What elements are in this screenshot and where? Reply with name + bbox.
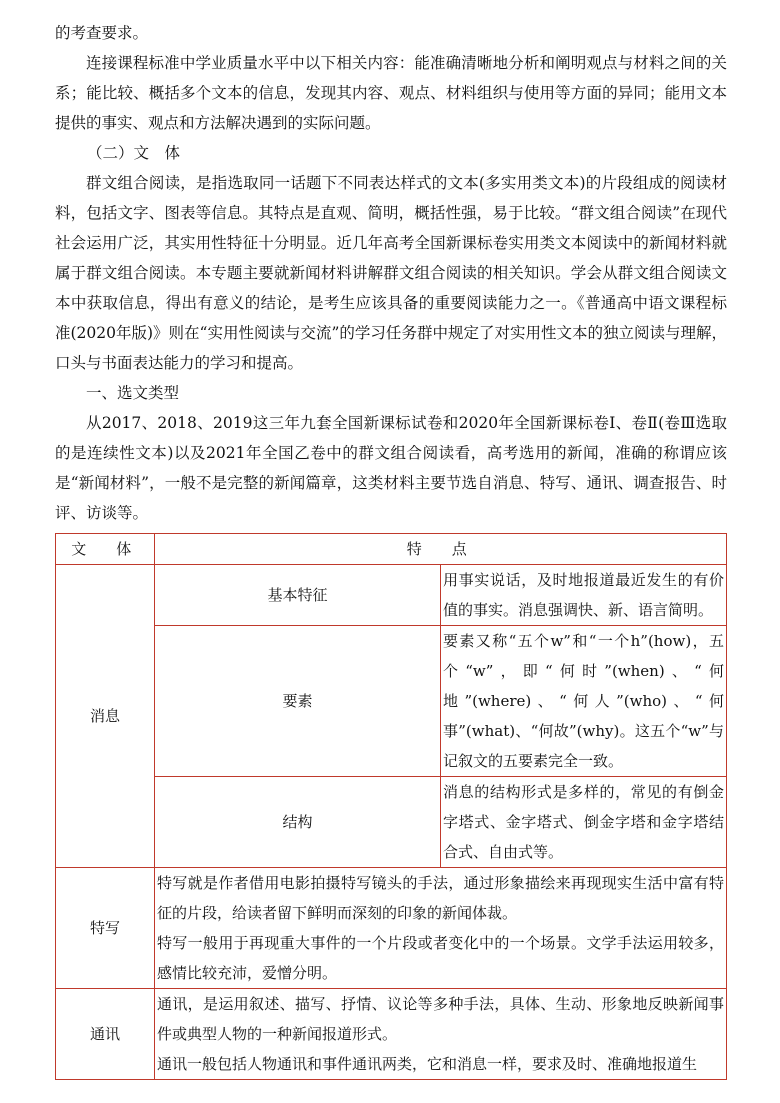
texie-text-1: 特写就是作者借用电影拍摄特写镜头的手法，通过形象描绘来再现现实生活中富有特征的片段，给读者留下鲜明而深刻的印象的新闻体裁。 bbox=[157, 874, 724, 922]
feature-cell-basic-feature: 用事实说话，及时地报道最近发生的有价值的事实。消息强调快、新、语言简明。 bbox=[441, 565, 727, 626]
table-header-features: 特 点 bbox=[155, 534, 727, 565]
table-header-row bbox=[56, 534, 727, 565]
paragraph-selection-types: 从2017、2018、2019这三年九套全国新课标试卷和2020年全国新课标卷Ⅰ、卷Ⅱ(卷Ⅲ选取的是连续性文本)以及2021年全国乙卷中的群文组合阅读看，高考选用的新闻，准确的称谓应该是“新闻材料”，一般不是完整的新闻篇章，这类材料主要节选自消息、特写、通讯、调查报告、时评、访谈等。 bbox=[55, 414, 727, 522]
feature-cell-elements: 要素又称“五个w”和“一个h”(how)，五个“w”，即“何时”(when)、“何地”(where)、“何人”(who)、“何事”(what)、“何故”(why)。这五个“w”与记叙文的五要素完全一致。 bbox=[441, 626, 727, 777]
feature-cell-structure: 消息的结构形式是多样的，常见的有倒金字塔式、金字塔式、倒金字塔和金字塔结合式、自由式等。 bbox=[441, 777, 727, 868]
tongxun-text-1: 通讯，是运用叙述、描写、抒情、议论等多种手法，具体、生动、形象地反映新闻事件或典型人物的一种新闻报道形式。 bbox=[157, 995, 724, 1043]
tongxun-text-2: 通讯一般包括人物通讯和事件通讯两类，它和消息一样，要求及时、准确地报道生 bbox=[157, 1055, 698, 1073]
genre-cell-tongxun: 通讯 bbox=[56, 989, 155, 1080]
sub-cell-basic-feature: 基本特征 bbox=[155, 565, 441, 626]
paragraph-group-reading: 群文组合阅读，是指选取同一话题下不同表达样式的文本(多实用类文本)的片段组成的阅读材料，包括文字、图表等信息。其特点是直观、简明，概括性强，易于比较。“群文组合阅读”在现代社会运用广泛，其实用性特征十分明显。近几年高考全国新课标卷实用类文本阅读中的新闻材料就属于群文组合阅读。本专题主要就新闻材料讲解群文组合阅读的相关知识。学会从群文组合阅读文本中获取信息，得出有意义的结论，是考生应该具备的重要阅读能力之一。《普通高中语文课程标准(2020年版)》则在“实用性阅读与交流”的学习任务群中规定了对实用性文本的独立阅读与理解，口头与书面表达能力的学习和提高。 bbox=[55, 174, 727, 372]
table-row bbox=[56, 777, 727, 868]
texie-text-2: 特写一般用于再现重大事件的一个片段或者变化中的一个场景。文学手法运用较多，感情比较充沛，爱憎分明。 bbox=[157, 934, 724, 982]
sub-cell-elements: 要素 bbox=[155, 626, 441, 777]
table-header-genre: 文 体 bbox=[56, 534, 155, 565]
genre-features-table bbox=[55, 533, 727, 1080]
table-row bbox=[56, 868, 727, 989]
feature-cell-texie bbox=[155, 868, 727, 989]
table-row bbox=[56, 989, 727, 1080]
genre-cell-texie: 特写 bbox=[56, 868, 155, 989]
table-row bbox=[56, 626, 727, 777]
feature-cell-tongxun bbox=[155, 989, 727, 1080]
sub-cell-structure: 结构 bbox=[155, 777, 441, 868]
paragraph-curriculum-standard: 连接课程标准中学业质量水平中以下相关内容：能准确清晰地分析和阐明观点与材料之间的关系；能比较、概括多个文本的信息，发现其内容、观点、材料组织与使用等方面的异同；能用文本提供的事实、观点和方法解决遇到的实际问题。 bbox=[55, 54, 727, 132]
genre-cell-xiaoxi: 消息 bbox=[56, 565, 155, 868]
section-heading-text-types: 一、选文类型 bbox=[86, 384, 180, 402]
paragraph-requirement-end: 的考查要求。 bbox=[55, 24, 149, 42]
document-page bbox=[55, 18, 727, 1080]
section-heading-genre: （二）文 体 bbox=[87, 144, 181, 162]
table-row bbox=[56, 565, 727, 626]
